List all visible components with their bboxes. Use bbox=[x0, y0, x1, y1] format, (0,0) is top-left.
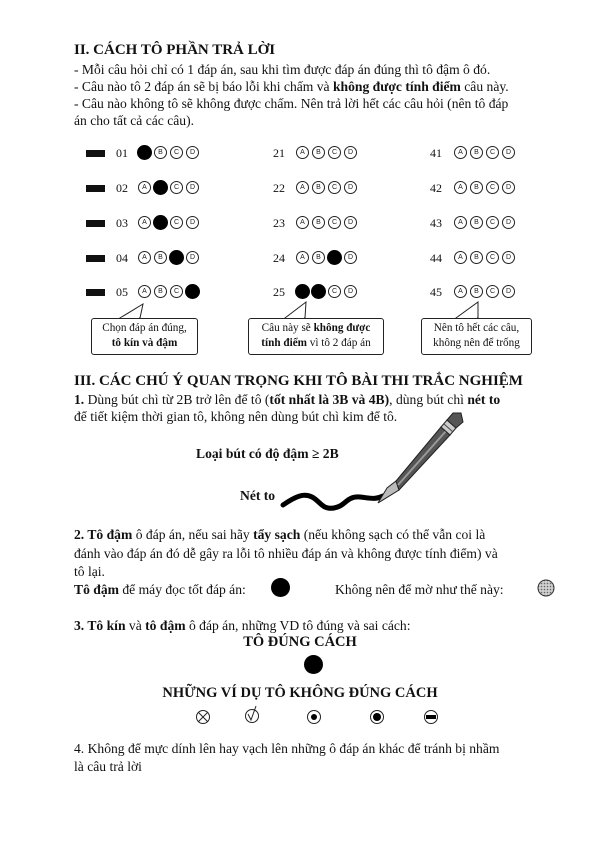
question-number: 03 bbox=[116, 216, 128, 230]
section-3-para-1b: để tiết kiệm thời gian tô, không nên dùng bút chì kim để tô. bbox=[74, 409, 398, 424]
section-3-para-4: 4. Không để mực dính lên hay vạch lên những ô đáp án khác để tránh bị nhầm bbox=[74, 741, 500, 756]
answer-bubble-a: A bbox=[454, 181, 467, 194]
answer-bubble-a: A bbox=[138, 251, 151, 264]
answer-bubble-a: A bbox=[454, 216, 467, 229]
section-2-line-2: - Câu nào tô 2 đáp án sẽ bị báo lỗi khi chấm và không được tính điểm câu này. bbox=[74, 79, 509, 94]
check-mark-bubble-icon bbox=[246, 706, 259, 723]
answer-bubble-d: D bbox=[186, 146, 199, 159]
question-number: 24 bbox=[273, 251, 285, 265]
answer-bubble-d: D bbox=[344, 285, 357, 298]
section-3-dark-fill: Tô đậm để máy đọc tốt đáp án: bbox=[74, 582, 246, 597]
answer-bubble-c: C bbox=[328, 146, 341, 159]
answer-bubble-b: B bbox=[312, 216, 325, 229]
section-3-para-2c: tô lại. bbox=[74, 564, 105, 579]
question-number: 04 bbox=[116, 251, 128, 265]
answer-bubble-d: D bbox=[344, 181, 357, 194]
answer-bubble-a: A bbox=[296, 251, 309, 264]
question-number: 23 bbox=[273, 216, 285, 230]
stroke-label: Nét to bbox=[240, 488, 276, 503]
section-3-para-2: 2. Tô đậm ô đáp án, nếu sai hãy tẩy sạch (nếu không sạch có thể vẫn coi là bbox=[74, 527, 486, 542]
question-number: 25 bbox=[273, 285, 285, 299]
answer-bubble-d: D bbox=[344, 251, 357, 264]
answer-bubble-d: D bbox=[186, 181, 199, 194]
answer-bubble-b: B bbox=[470, 285, 483, 298]
question-number: 01 bbox=[116, 146, 128, 160]
answer-bubble-b: B bbox=[154, 251, 167, 264]
answer-bubble-d: D bbox=[502, 251, 515, 264]
section-2-line-4: án cho tất cả các câu). bbox=[74, 113, 194, 128]
question-number: 02 bbox=[116, 181, 128, 195]
cross-mark-bubble-icon bbox=[197, 711, 210, 724]
dot-center-bubble-icon bbox=[308, 711, 321, 724]
pencil-label: Loại bút có độ đậm ≥ 2B bbox=[196, 446, 339, 461]
answer-bubble-d: D bbox=[502, 146, 515, 159]
answer-bubble-b: B bbox=[470, 251, 483, 264]
answer-bubble-a: A bbox=[296, 216, 309, 229]
answer-bubble-c: C bbox=[486, 146, 499, 159]
answer-bubble-a: A bbox=[296, 146, 309, 159]
answer-bubble-b: B bbox=[312, 181, 325, 194]
section-3-para-4b: là câu trả lời bbox=[74, 759, 142, 774]
correct-title: TÔ ĐÚNG CÁCH bbox=[243, 634, 357, 650]
answer-bubble-d: D bbox=[502, 181, 515, 194]
section-3-para-2b: đánh vào đáp án đó dễ gây ra lỗi tô nhiều đáp án và không được tính điểm) và bbox=[74, 546, 498, 561]
section-3-para-3: 3. Tô kín và tô đậm ô đáp án, những VD tô đúng và sai cách: bbox=[74, 618, 411, 633]
answer-bubble-b: B bbox=[470, 216, 483, 229]
answer-bubble-b: B bbox=[312, 251, 325, 264]
answer-bubble-c: C bbox=[486, 181, 499, 194]
answer-bubble-b: B bbox=[470, 181, 483, 194]
question-number: 05 bbox=[116, 285, 128, 299]
question-number: 45 bbox=[430, 285, 442, 299]
section-2-line-1: - Mỗi câu hỏi chỉ có 1 đáp án, sau khi tìm được đáp án đúng thì tô đậm ô đó. bbox=[74, 62, 491, 77]
answer-bubble-a: A bbox=[138, 285, 151, 298]
answer-bubble-c: C bbox=[170, 216, 183, 229]
section-2-line-3: - Câu nào không tô sẽ không được chấm. Nên trả lời hết các câu hỏi (nên tô đáp bbox=[74, 96, 509, 111]
answer-bubble-b: B bbox=[470, 146, 483, 159]
answer-bubble-d: D bbox=[344, 216, 357, 229]
partial-fill-bubble-icon bbox=[371, 711, 384, 724]
answer-bubble-c: C bbox=[328, 216, 341, 229]
answer-bubble-b: B bbox=[312, 146, 325, 159]
answer-bubble-c: C bbox=[328, 285, 341, 298]
answer-bubble-b: B bbox=[154, 285, 167, 298]
answer-bubble-a: A bbox=[454, 285, 467, 298]
answer-bubble-d: D bbox=[186, 216, 199, 229]
answer-bubble-a: A bbox=[296, 181, 309, 194]
wrong-title: NHỮNG VÍ DỤ TÔ KHÔNG ĐÚNG CÁCH bbox=[162, 685, 438, 701]
callout-empty: Nên tô hết các câu, không nên để trống bbox=[421, 318, 532, 355]
question-number: 22 bbox=[273, 181, 285, 195]
callout-double: Câu này sẽ không được tính điểm vì tô 2 đáp án bbox=[248, 318, 384, 355]
section-3-faint-fill: Không nên để mờ như thế này: bbox=[335, 582, 504, 597]
question-number: 42 bbox=[430, 181, 442, 195]
answer-bubble-d: D bbox=[344, 146, 357, 159]
answer-bubble-a: A bbox=[138, 181, 151, 194]
answer-bubble-b: B bbox=[154, 146, 167, 159]
answer-bubble-d: D bbox=[502, 285, 515, 298]
answer-bubble-a: A bbox=[138, 216, 151, 229]
question-number: 43 bbox=[430, 216, 442, 230]
answer-bubble-c: C bbox=[170, 146, 183, 159]
answer-bubble-c: C bbox=[170, 181, 183, 194]
answer-bubble-a: A bbox=[454, 251, 467, 264]
question-number: 41 bbox=[430, 146, 442, 160]
answer-bubble-c: C bbox=[170, 285, 183, 298]
horizontal-bar-bubble-icon bbox=[425, 711, 438, 724]
answer-bubble-d: D bbox=[186, 251, 199, 264]
question-number: 44 bbox=[430, 251, 442, 265]
answer-bubble-c: C bbox=[486, 216, 499, 229]
section-3-title: III. CÁC CHÚ Ý QUAN TRỌNG KHI TÔ BÀI THI TRẮC NGHIỆM bbox=[74, 373, 523, 389]
answer-bubble-d: D bbox=[502, 216, 515, 229]
section-2-title: II. CÁCH TÔ PHẦN TRẢ LỜI bbox=[74, 42, 276, 58]
answer-bubble-c: C bbox=[486, 251, 499, 264]
callout-correct: Chọn đáp án đúng, tô kín và đậm bbox=[91, 318, 198, 355]
answer-bubble-a: A bbox=[454, 146, 467, 159]
answer-bubble-c: C bbox=[486, 285, 499, 298]
answer-bubble-c: C bbox=[328, 181, 341, 194]
question-number: 21 bbox=[273, 146, 285, 160]
section-3-para-1: 1. Dùng bút chì từ 2B trở lên để tô (tốt nhất là 3B và 4B), dùng bút chì nét to bbox=[74, 392, 501, 407]
